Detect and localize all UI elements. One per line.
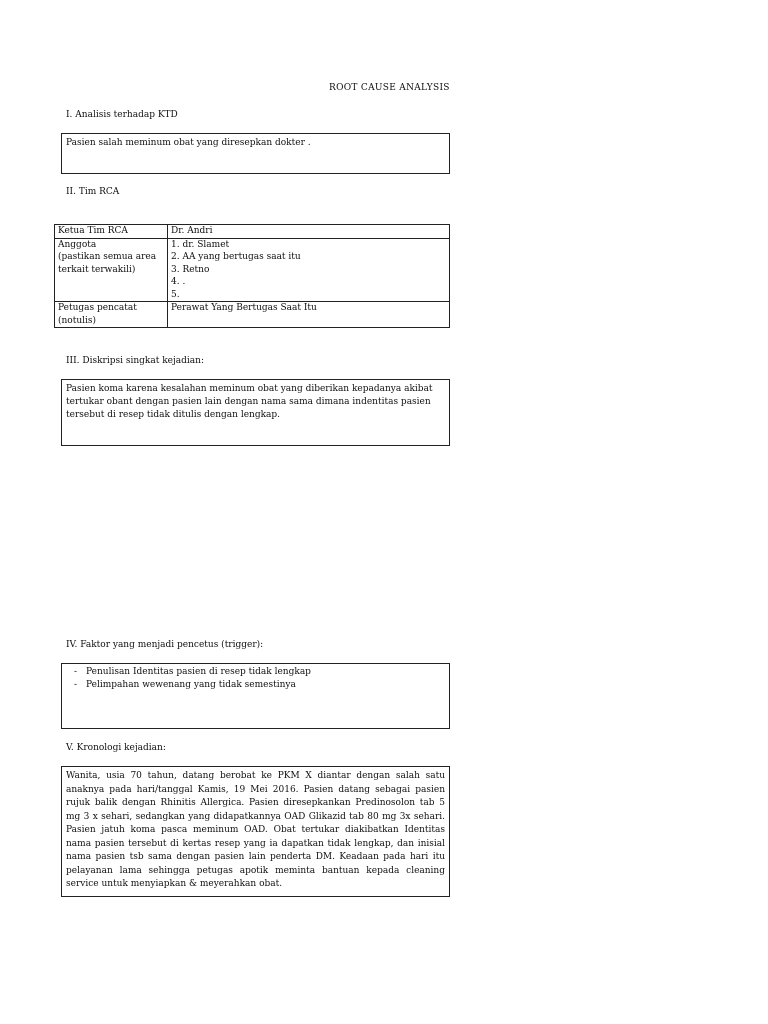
chronology-box	[61, 766, 450, 897]
trigger-item-text: Pelimpahan wewenang yang tidak semestinya	[86, 680, 296, 690]
recorder-label-line: (notulis)	[58, 315, 97, 326]
table-row	[55, 238, 450, 302]
members-value	[168, 238, 450, 302]
member-item: 5.	[171, 289, 180, 300]
recorder-label-line: Petugas pencatat	[58, 303, 137, 313]
section-2-heading: II. Tim RCA	[66, 187, 120, 197]
list-item: - Pelimpahan wewenang yang tidak semestinya	[74, 680, 296, 690]
trigger-list	[66, 666, 445, 692]
member-item: 4. .	[171, 277, 186, 287]
ktd-analysis-text: Pasien salah meminum obat yang diresepkan dokter .	[66, 138, 311, 148]
member-item: 2. AA yang bertugas saat itu	[171, 252, 301, 262]
members-label-line: (pastikan semua area	[58, 252, 157, 262]
ktd-analysis-box	[61, 133, 450, 174]
recorder-value	[168, 302, 450, 328]
section-5-heading: V. Kronologi kejadian:	[66, 743, 166, 753]
incident-description-text: Pasien koma karena kesalahan meminum obat yang diberikan kepadanya akibat tertukar obant dengan pasien lain dengan nama sama dimana indentitas pasien tersebut di resep tidak ditulis dengan lengkap.	[66, 384, 433, 420]
incident-description-box	[61, 379, 450, 446]
member-item: 3. Retno	[171, 264, 210, 275]
members-label	[55, 238, 168, 302]
recorder-name: Perawat Yang Bertugas Saat Itu	[171, 303, 317, 313]
rca-team-table	[54, 224, 450, 328]
section-1-heading: I. Analisis terhadap KTD	[66, 110, 178, 120]
team-leader-name: Dr. Andri	[171, 226, 213, 236]
section-4-heading: IV. Faktor yang menjadi pencetus (trigger):	[66, 640, 264, 650]
trigger-item-text: Penulisan Identitas pasien di resep tidak lengkap	[86, 667, 311, 677]
trigger-factors-box	[61, 663, 450, 729]
team-leader-label-text: Ketua Tim RCA	[58, 226, 128, 236]
table-row	[55, 225, 450, 239]
document-title: ROOT CAUSE ANALYSIS	[329, 83, 450, 93]
section-3-heading: III. Diskripsi singkat kejadian:	[66, 356, 204, 366]
chronology-text: Wanita, usia 70 tahun, datang berobat ke PKM X diantar dengan salah satu anaknya pada hari/tanggal Kamis, 19 Mei 2016. Pasien datang sebagai pasien rujuk balik dengan Rhinitis Allergica. Pasien diresepkankan Predinosolon tab 5 mg 3 x sehari, sedangkan yang didapatkannya OAD Glikazid tab 80 mg 3x sehari. Pasien jatuh koma pasca meminum OAD. Obat tertukar diakibatkan Identitas nama pasien tersebut di kertas resep yang ia dapatkan tidak lengkap, dan inisial nama pasien tsb sama dengan pasien lain penderta DM. Keadaan pada hari itu pelayanan lama sehingga petugas apotik meminta bantuan kepada cleaning service untuk menyiapkan & meyerahkan obat.	[66, 771, 445, 889]
team-leader-value	[168, 225, 450, 239]
members-label-line: terkait terwakili)	[58, 264, 136, 275]
members-label-line: Anggota	[58, 239, 97, 250]
table-row	[55, 302, 450, 328]
recorder-label	[55, 302, 168, 328]
team-leader-label	[55, 225, 168, 239]
list-item: - Penulisan Identitas pasien di resep tidak lengkap	[74, 667, 311, 677]
member-item: 1. dr. Slamet	[171, 239, 230, 250]
